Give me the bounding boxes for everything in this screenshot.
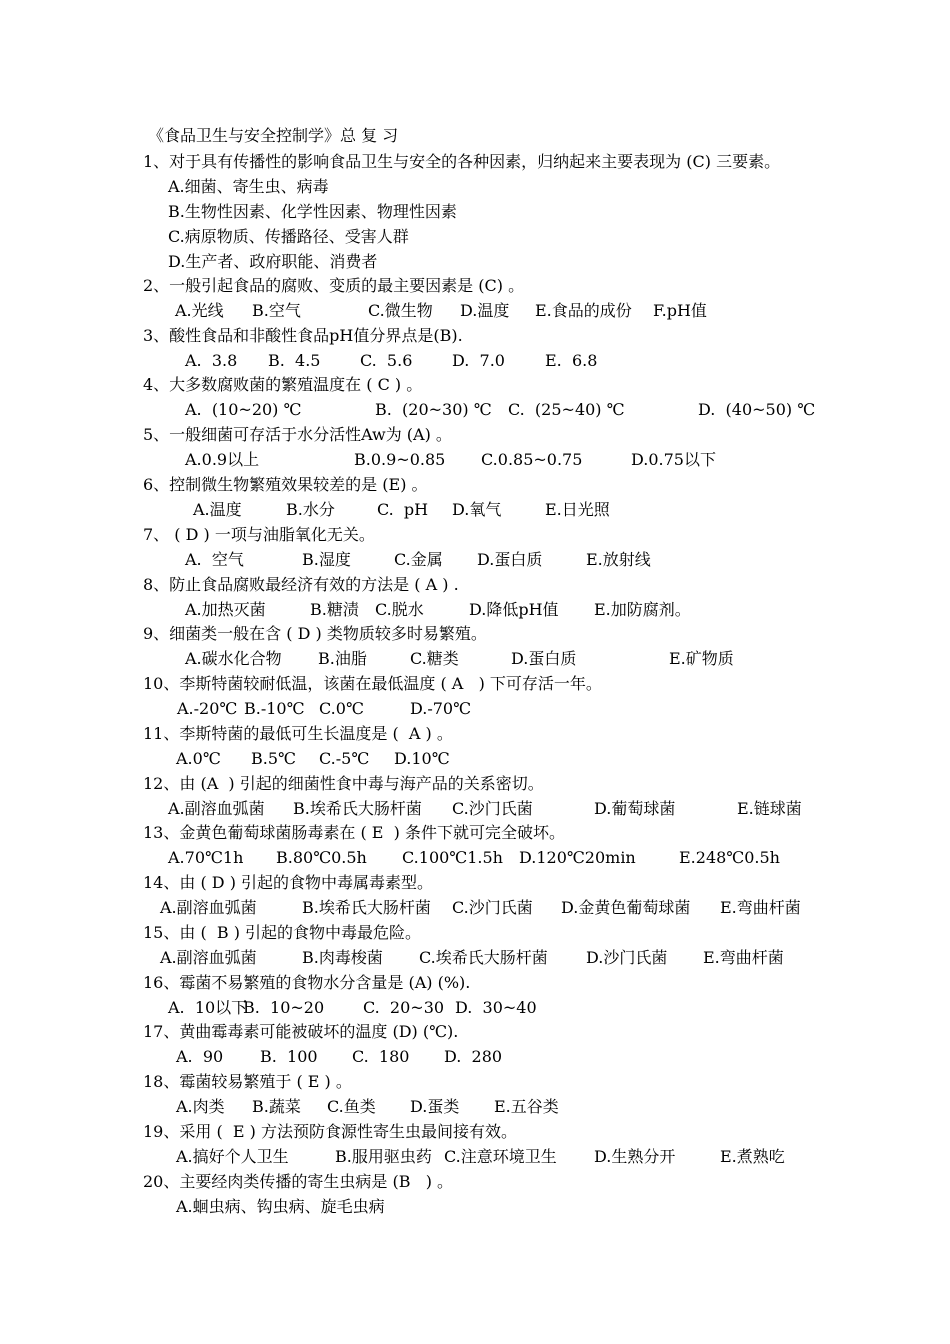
- question-19-option: E.煮熟吃: [720, 1147, 785, 1166]
- question-17: 17、黄曲霉毒素可能被破坏的温度 (D) (℃).: [143, 1022, 459, 1041]
- question-2-option: D.温度: [460, 301, 510, 320]
- question-9-option: E.矿物质: [669, 649, 734, 668]
- question-5-option: C.0.85~0.75: [481, 450, 583, 469]
- question-6-option: C. pH: [377, 500, 429, 519]
- question-10-option: B.-10℃: [244, 699, 305, 718]
- question-18-option: A.肉类: [176, 1097, 225, 1116]
- question-4-option: D. (40~50) ℃: [698, 400, 816, 419]
- question-10: 10、李斯特菌较耐低温，该菌在最低温度 ( A ) 下可存活一年。: [143, 674, 602, 693]
- question-19-option: B.服用驱虫药: [335, 1147, 432, 1166]
- document-title: 《食品卫生与安全控制学》总 复 习: [148, 126, 399, 145]
- question-3-option: B. 4.5: [268, 351, 321, 370]
- question-5-option: B.0.9~0.85: [354, 450, 446, 469]
- question-7: 7、 ( D ) 一项与油脂氧化无关。: [143, 525, 375, 544]
- question-11-option: B.5℃: [251, 749, 296, 768]
- question-3-option: C. 5.6: [360, 351, 413, 370]
- question-3-option: D. 7.0: [452, 351, 505, 370]
- question-20-option: A.蛔虫病、钩虫病、旋毛虫病: [176, 1197, 385, 1216]
- question-8-option: E.加防腐剂。: [594, 600, 691, 619]
- question-7-option: A. 空气: [185, 550, 244, 569]
- question-16: 16、霉菌不易繁殖的食物水分含量是 (A) (%).: [143, 973, 471, 992]
- question-10-option: A.-20℃: [177, 699, 238, 718]
- question-16-option: A. 10以下: [168, 998, 248, 1017]
- question-8-option: B.糖渍: [310, 600, 359, 619]
- question-17-option: B. 100: [260, 1047, 318, 1066]
- question-2-option: F.pH值: [653, 301, 707, 320]
- question-6-option: D.氧气: [452, 500, 502, 519]
- question-7-option: D.蛋白质: [477, 550, 543, 569]
- question-12-option: E.链球菌: [737, 799, 802, 818]
- question-6: 6、控制微生物繁殖效果较差的是 (E) 。: [143, 475, 428, 494]
- question-3: 3、酸性食品和非酸性食品pH值分界点是(B).: [143, 326, 463, 345]
- question-11-option: D.10℃: [394, 749, 450, 768]
- question-2: 2、一般引起食品的腐败、变质的最主要因素是 (C) 。: [143, 276, 525, 295]
- question-13-option: A.70℃1h: [168, 848, 244, 867]
- question-14-option: A.副溶血弧菌: [160, 898, 257, 917]
- question-2-option: E.食品的成份: [535, 301, 632, 320]
- question-18-option: C.鱼类: [327, 1097, 376, 1116]
- question-1-option: A.细菌、寄生虫、病毒: [168, 177, 329, 196]
- question-6-option: A.温度: [193, 500, 242, 519]
- question-19-option: A.搞好个人卫生: [176, 1147, 289, 1166]
- question-7-option: B.湿度: [302, 550, 351, 569]
- question-16-option: D. 30~40: [455, 998, 537, 1017]
- question-15-option: E.弯曲杆菌: [703, 948, 784, 967]
- question-2-option: C.微生物: [368, 301, 433, 320]
- question-1-option: C.病原物质、传播路径、受害人群: [168, 227, 409, 246]
- question-11-option: C.-5℃: [319, 749, 370, 768]
- question-9: 9、细菌类一般在含 ( D ) 类物质较多时易繁殖。: [143, 624, 487, 643]
- question-14: 14、由 ( D ) 引起的食物中毒属毒素型。: [143, 873, 434, 892]
- question-15: 15、由 ( B ) 引起的食物中毒最危险。: [143, 923, 422, 942]
- question-12-option: A.副溶血弧菌: [168, 799, 265, 818]
- question-18-option: E.五谷类: [494, 1097, 559, 1116]
- question-16-option: B. 10~20: [243, 998, 325, 1017]
- question-15-option: B.肉毒梭菌: [302, 948, 383, 967]
- question-12-option: B.埃希氏大肠杆菌: [293, 799, 422, 818]
- question-13-option: E.248℃0.5h: [679, 848, 780, 867]
- question-10-option: D.-70℃: [410, 699, 472, 718]
- question-8-option: D.降低pH值: [469, 600, 559, 619]
- question-2-option: A.光线: [175, 301, 224, 320]
- question-9-option: A.碳水化合物: [185, 649, 282, 668]
- question-12: 12、由 (A ) 引起的细菌性食中毒与海产品的关系密切。: [143, 774, 544, 793]
- question-1-option: D.生产者、政府职能、消费者: [168, 252, 378, 271]
- question-7-option: E.放射线: [586, 550, 651, 569]
- question-14-option: C.沙门氏菌: [452, 898, 533, 917]
- question-12-option: D.葡萄球菌: [594, 799, 676, 818]
- question-13: 13、金黄色葡萄球菌肠毒素在 ( E ) 条件下就可完全破坏。: [143, 823, 565, 842]
- question-18-option: B.蔬菜: [252, 1097, 301, 1116]
- question-17-option: C. 180: [352, 1047, 410, 1066]
- question-11-option: A.0℃: [176, 749, 221, 768]
- question-5-option: A.0.9以上: [185, 450, 260, 469]
- question-13-option: D.120℃20min: [519, 848, 636, 867]
- question-3-option: E. 6.8: [545, 351, 598, 370]
- question-17-option: A. 90: [176, 1047, 224, 1066]
- question-17-option: D. 280: [444, 1047, 503, 1066]
- question-19-option: C.注意环境卫生: [444, 1147, 557, 1166]
- question-5-option: D.0.75以下: [631, 450, 716, 469]
- question-9-option: B.油脂: [318, 649, 367, 668]
- question-12-option: C.沙门氏菌: [452, 799, 533, 818]
- question-11: 11、李斯特菌的最低可生长温度是 ( A ) 。: [143, 724, 453, 743]
- question-14-option: B.埃希氏大肠杆菌: [302, 898, 431, 917]
- question-1-option: B.生物性因素、化学性因素、物理性因素: [168, 202, 457, 221]
- question-13-option: B.80℃0.5h: [276, 848, 367, 867]
- question-10-option: C.0℃: [319, 699, 364, 718]
- question-4: 4、大多数腐败菌的繁殖温度在 ( C ) 。: [143, 375, 423, 394]
- question-1: 1、对于具有传播性的影响食品卫生与安全的各种因素，归纳起来主要表现为 (C) 三要素。: [143, 152, 781, 171]
- question-4-option: A. (10~20) ℃: [185, 400, 302, 419]
- question-5: 5、一般细菌可存活于水分活性Aw为 (A) 。: [143, 425, 452, 444]
- question-3-option: A. 3.8: [185, 351, 238, 370]
- question-14-option: E.弯曲杆菌: [720, 898, 801, 917]
- question-9-option: D.蛋白质: [511, 649, 577, 668]
- question-6-option: B.水分: [286, 500, 335, 519]
- question-19: 19、采用 ( E ) 方法预防食源性寄生虫最间接有效。: [143, 1122, 517, 1141]
- question-18: 18、霉菌较易繁殖于 ( E ) 。: [143, 1072, 352, 1091]
- question-8: 8、防止食品腐败最经济有效的方法是 ( A ) .: [143, 575, 459, 594]
- question-20: 20、主要经肉类传播的寄生虫病是 (B ) 。: [143, 1172, 454, 1191]
- question-15-option: D.沙门氏菌: [586, 948, 668, 967]
- question-7-option: C.金属: [394, 550, 443, 569]
- question-8-option: A.加热灭菌: [185, 600, 266, 619]
- question-15-option: C.埃希氏大肠杆菌: [419, 948, 548, 967]
- question-13-option: C.100℃1.5h: [402, 848, 503, 867]
- question-9-option: C.糖类: [410, 649, 459, 668]
- question-2-option: B.空气: [252, 301, 301, 320]
- question-18-option: D.蛋类: [410, 1097, 460, 1116]
- question-14-option: D.金黄色葡萄球菌: [561, 898, 691, 917]
- question-6-option: E.日光照: [545, 500, 610, 519]
- question-19-option: D.生熟分开: [594, 1147, 676, 1166]
- question-16-option: C. 20~30: [363, 998, 445, 1017]
- question-4-option: B. (20~30) ℃: [375, 400, 492, 419]
- question-4-option: C. (25~40) ℃: [508, 400, 625, 419]
- question-15-option: A.副溶血弧菌: [160, 948, 257, 967]
- question-8-option: C.脱水: [375, 600, 424, 619]
